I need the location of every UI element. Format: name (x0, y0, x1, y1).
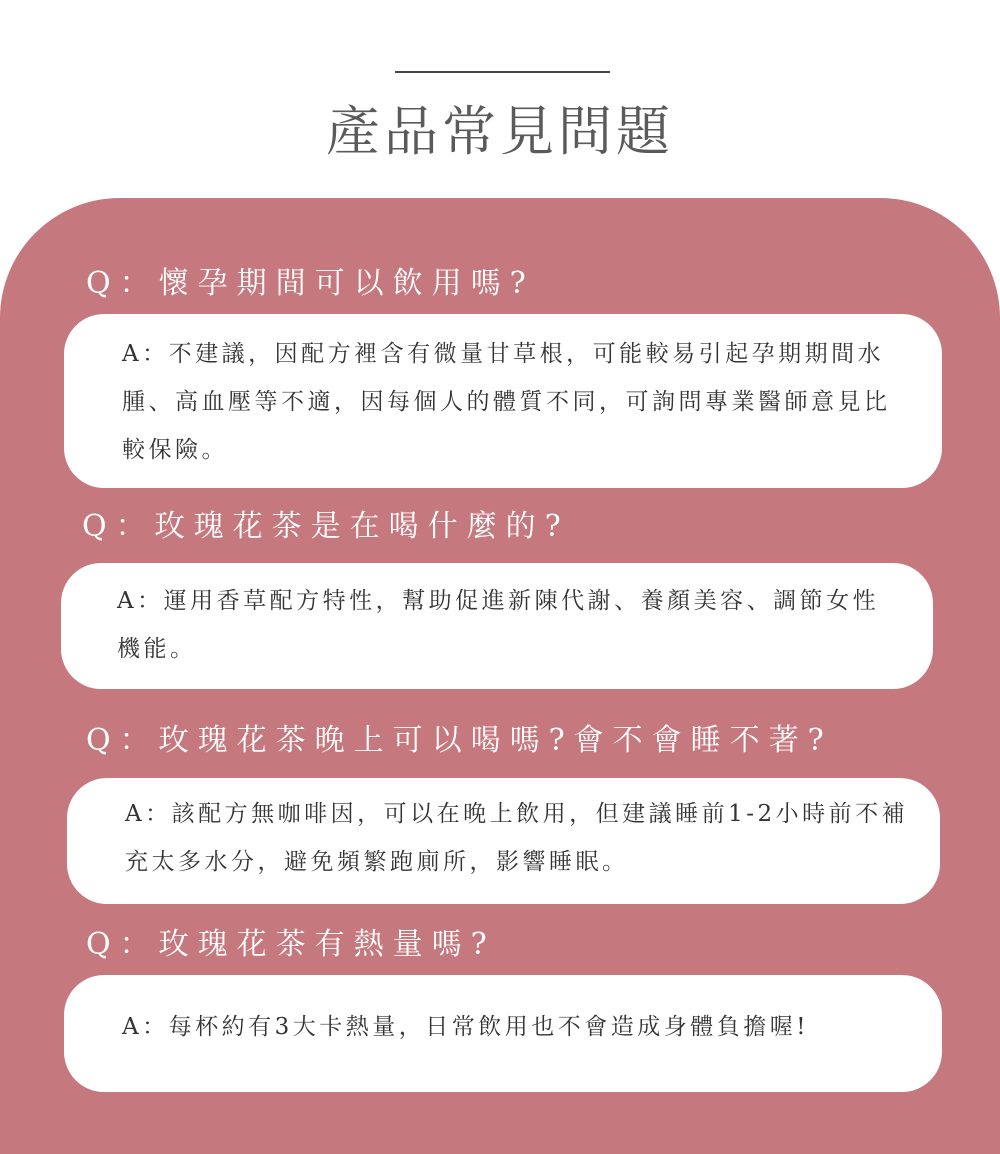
faq-question-2: Q：玫瑰花茶是在喝什麼的? (82, 509, 570, 544)
faq-question-1: Q：懷孕期間可以飲用嗎? (86, 266, 535, 301)
faq-answer-card-2 (61, 563, 933, 689)
faq-question-4: Q：玫瑰花茶有熱量嗎? (86, 927, 496, 962)
faq-answer-card-4 (64, 975, 942, 1092)
page-title: 產品常見問題 (326, 100, 674, 163)
faq-answer-2: A：運用香草配方特性，幫助促進新陳代謝、養顏美容、調節女性機能。 (117, 588, 880, 662)
faq-question-3: Q：玫瑰花茶晚上可以喝嗎?會不會睡不著? (86, 723, 833, 758)
faq-answer-4: A：每杯約有3大卡熱量，日常飲用也不會造成身體負擔喔! (122, 1014, 809, 1040)
faq-answer-card-1 (64, 314, 942, 488)
faq-answer-1: A：不建議，因配方裡含有微量甘草根，可能較易引起孕期期間水腫、高血壓等不適，因每個人的體質不同，可詢問專業醫師意見比較保險。 (122, 341, 891, 463)
header-divider (395, 71, 610, 73)
faq-answer-card-3 (67, 778, 940, 904)
faq-answer-3: A：該配方無咖啡因，可以在晚上飲用，但建議睡前1-2小時前不補充太多水分，避免頻繁跑廁所，影響睡眠。 (125, 801, 909, 875)
